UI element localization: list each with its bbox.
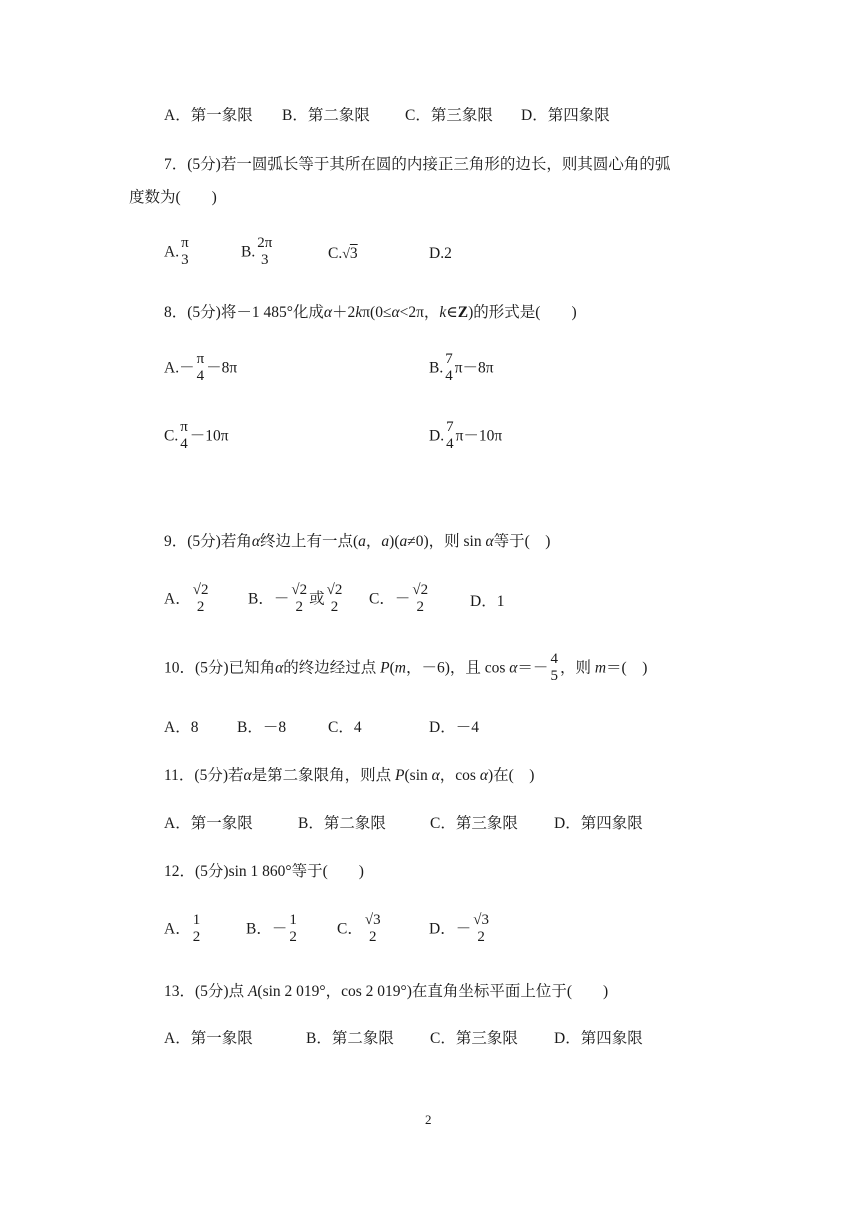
numerator: √2 bbox=[291, 582, 308, 598]
option-label: D. bbox=[429, 427, 445, 445]
q7-option-d: D.2 bbox=[429, 245, 452, 262]
stem-text: ，则 bbox=[559, 659, 595, 677]
radicand: 2 bbox=[299, 582, 308, 598]
stem-text: (sin 2 019°，cos 2 019°)在直角坐标平面上位于( ) bbox=[257, 983, 609, 1000]
fraction bbox=[288, 912, 298, 946]
var-alpha: α bbox=[243, 767, 252, 784]
stem-text: ＝－ bbox=[517, 659, 549, 677]
stem-text: 13．(5分)点 bbox=[164, 983, 248, 1000]
stem-text: 等于( ) bbox=[493, 533, 551, 550]
numerator: √2 bbox=[326, 582, 343, 598]
q7-option-a bbox=[164, 236, 191, 270]
stem-text: (sin bbox=[404, 767, 432, 784]
q6-option-c: C．第三象限 bbox=[405, 107, 493, 124]
option-label: B. bbox=[241, 243, 256, 261]
stem-text: ∈ bbox=[446, 304, 458, 321]
radicand: 2 bbox=[334, 582, 343, 598]
var-a: A bbox=[247, 983, 258, 1000]
numerator: √3 bbox=[364, 912, 381, 928]
sqrt-expression bbox=[342, 245, 357, 262]
fraction bbox=[445, 419, 455, 453]
stem-text: ， bbox=[365, 533, 382, 550]
denominator: 5 bbox=[550, 668, 558, 684]
q10-option-d: D．－4 bbox=[429, 719, 479, 736]
option-tail: －8π bbox=[206, 359, 238, 377]
var-alpha: α bbox=[391, 304, 400, 321]
option-tail: －10π bbox=[189, 427, 229, 445]
set-z: Z bbox=[457, 304, 469, 321]
q8-stem bbox=[164, 302, 577, 324]
q13-option-c: C．第三象限 bbox=[430, 1030, 518, 1047]
q9-option-a bbox=[164, 583, 210, 617]
denominator: 2 bbox=[196, 599, 205, 615]
numerator: 2π bbox=[257, 235, 273, 251]
q6-option-d: D．第四象限 bbox=[521, 107, 610, 124]
numerator: 4 bbox=[550, 651, 558, 667]
var-a: a bbox=[381, 533, 390, 550]
option-label: C. bbox=[328, 245, 343, 262]
numerator: π bbox=[181, 235, 189, 251]
denominator: 4 bbox=[446, 436, 454, 452]
stem-text: 9．(5分)若角 bbox=[164, 533, 252, 550]
var-p: P bbox=[395, 767, 405, 784]
q9-option-c bbox=[369, 583, 430, 617]
fraction bbox=[179, 419, 189, 453]
q9-stem bbox=[164, 531, 550, 553]
fraction bbox=[549, 651, 559, 685]
denominator: 4 bbox=[445, 368, 453, 384]
numerator: π bbox=[196, 351, 205, 367]
option-label: A． bbox=[164, 920, 191, 938]
var-a: a bbox=[399, 533, 408, 550]
fraction bbox=[411, 582, 429, 616]
fraction bbox=[326, 582, 344, 616]
stem-text: ( bbox=[389, 659, 395, 677]
numerator: √3 bbox=[473, 912, 489, 928]
radicand: 3 bbox=[481, 912, 489, 928]
denominator: 3 bbox=[261, 252, 269, 268]
var-p: P bbox=[380, 659, 390, 677]
stem-text: 8．(5分)将－1 485°化成 bbox=[164, 304, 324, 321]
q12-option-a bbox=[164, 913, 202, 947]
option-label: A． bbox=[164, 590, 191, 608]
radicand: 3 bbox=[349, 245, 358, 262]
q8-option-d bbox=[429, 420, 502, 454]
option-tail: π－8π bbox=[454, 359, 494, 377]
numerator: 1 bbox=[289, 912, 297, 928]
q7-stem-line1: 7．(5分)若一圆弧长等于其所在圆的内接正三角形的边长，则其圆心角的弧 bbox=[164, 156, 671, 173]
var-alpha: α bbox=[275, 659, 284, 677]
option-label: A. bbox=[164, 359, 180, 377]
option-tail: π－10π bbox=[455, 427, 503, 445]
var-alpha: α bbox=[323, 304, 333, 321]
q12-stem: 12．(5分)sin 1 860°等于( ) bbox=[164, 863, 364, 880]
var-alpha: α bbox=[509, 659, 518, 677]
var-m: m bbox=[394, 659, 406, 677]
var-alpha: α bbox=[251, 533, 260, 550]
stem-text: ＋2 bbox=[332, 304, 356, 321]
fraction bbox=[196, 351, 206, 385]
stem-text: ≠0)，则 sin bbox=[407, 533, 486, 550]
numerator: 7 bbox=[445, 351, 453, 367]
var-alpha: α bbox=[479, 767, 488, 784]
option-label: D．－ bbox=[429, 920, 472, 938]
var-a: a bbox=[358, 533, 366, 550]
stem-text: 10．(5分)已知角 bbox=[164, 659, 276, 677]
stem-text: <2π， bbox=[399, 304, 440, 321]
option-label: A. bbox=[164, 243, 180, 261]
stem-text: π(0≤ bbox=[362, 304, 392, 321]
q6-option-a: A．第一象限 bbox=[164, 107, 253, 124]
q8-option-c bbox=[164, 420, 229, 454]
numerator: 7 bbox=[446, 419, 454, 435]
denominator: 2 bbox=[368, 929, 377, 945]
or-word: 或 bbox=[309, 590, 325, 608]
stem-text: ，－6)，且 cos bbox=[405, 659, 510, 677]
q13-option-b: B．第二象限 bbox=[306, 1030, 394, 1047]
fraction bbox=[290, 582, 308, 616]
q8-option-b bbox=[429, 352, 494, 386]
q13-option-d: D．第四象限 bbox=[554, 1030, 643, 1047]
numerator: √2 bbox=[192, 582, 209, 598]
denominator: 2 bbox=[416, 599, 424, 615]
denominator: 3 bbox=[181, 252, 189, 268]
q13-option-a: A．第一象限 bbox=[164, 1030, 253, 1047]
q11-option-d: D．第四象限 bbox=[554, 815, 643, 832]
stem-text: 终边上有一点( bbox=[259, 533, 359, 550]
var-alpha: α bbox=[431, 767, 440, 784]
fraction bbox=[472, 912, 490, 946]
fraction bbox=[256, 235, 273, 269]
var-k: k bbox=[439, 304, 447, 321]
q11-option-a: A．第一象限 bbox=[164, 815, 253, 832]
radicand: 2 bbox=[420, 582, 429, 598]
q11-option-c: C．第三象限 bbox=[430, 815, 518, 832]
q12-option-b bbox=[246, 913, 299, 947]
q8-option-a bbox=[164, 352, 237, 386]
q10-option-c: C．4 bbox=[328, 719, 362, 736]
option-label: C． bbox=[337, 920, 363, 938]
q12-option-c bbox=[337, 913, 383, 947]
numerator: 1 bbox=[192, 912, 201, 928]
radical-sign: √ bbox=[342, 247, 350, 262]
var-alpha: α bbox=[485, 533, 494, 550]
stem-text: )的形式是( ) bbox=[468, 304, 577, 321]
denominator: 2 bbox=[192, 929, 201, 945]
stem-text: 11．(5分)若 bbox=[164, 767, 244, 784]
denominator: 2 bbox=[295, 599, 303, 615]
q12-option-d bbox=[429, 913, 491, 947]
fraction bbox=[444, 351, 454, 385]
denominator: 4 bbox=[196, 368, 205, 384]
fraction bbox=[364, 912, 382, 946]
q7-option-b bbox=[241, 236, 274, 270]
radicand: 3 bbox=[373, 912, 381, 928]
minus-sign: － bbox=[179, 359, 195, 377]
page-number: 2 bbox=[425, 1112, 432, 1127]
fraction bbox=[180, 235, 190, 269]
stem-text: 的终边经过点 bbox=[283, 659, 381, 677]
q11-stem bbox=[164, 765, 534, 787]
q10-option-b: B．－8 bbox=[237, 719, 287, 736]
numerator: √2 bbox=[412, 582, 429, 598]
denominator: 2 bbox=[477, 929, 485, 945]
option-label: B. bbox=[429, 359, 444, 377]
stem-text: ，cos bbox=[439, 767, 480, 784]
denominator: 2 bbox=[289, 929, 297, 945]
option-label: C. bbox=[164, 427, 179, 445]
q11-option-b: B．第二象限 bbox=[298, 815, 386, 832]
option-label: B．－ bbox=[248, 590, 290, 608]
q9-option-b bbox=[248, 583, 344, 617]
denominator: 4 bbox=[180, 436, 188, 452]
stem-text: ＝( ) bbox=[606, 659, 648, 677]
denominator: 2 bbox=[330, 599, 339, 615]
q13-stem bbox=[164, 981, 608, 1003]
q7-option-c bbox=[328, 243, 358, 266]
var-k: k bbox=[355, 304, 363, 321]
option-label: B．－ bbox=[246, 920, 288, 938]
numerator: π bbox=[180, 419, 188, 435]
q9-option-d: D．1 bbox=[470, 593, 505, 610]
stem-text: )在( ) bbox=[487, 767, 535, 784]
fraction bbox=[192, 912, 202, 946]
q10-option-a: A．8 bbox=[164, 719, 199, 736]
fraction bbox=[192, 582, 210, 616]
q10-stem bbox=[164, 652, 647, 686]
var-m: m bbox=[594, 659, 607, 677]
q6-option-b: B．第二象限 bbox=[282, 107, 370, 124]
stem-text: )( bbox=[389, 533, 400, 550]
option-label: C．－ bbox=[369, 590, 411, 608]
radicand: 2 bbox=[200, 582, 209, 598]
stem-text: 是第二象限角，则点 bbox=[251, 767, 396, 784]
q7-stem-line2: 度数为( ) bbox=[129, 189, 217, 206]
